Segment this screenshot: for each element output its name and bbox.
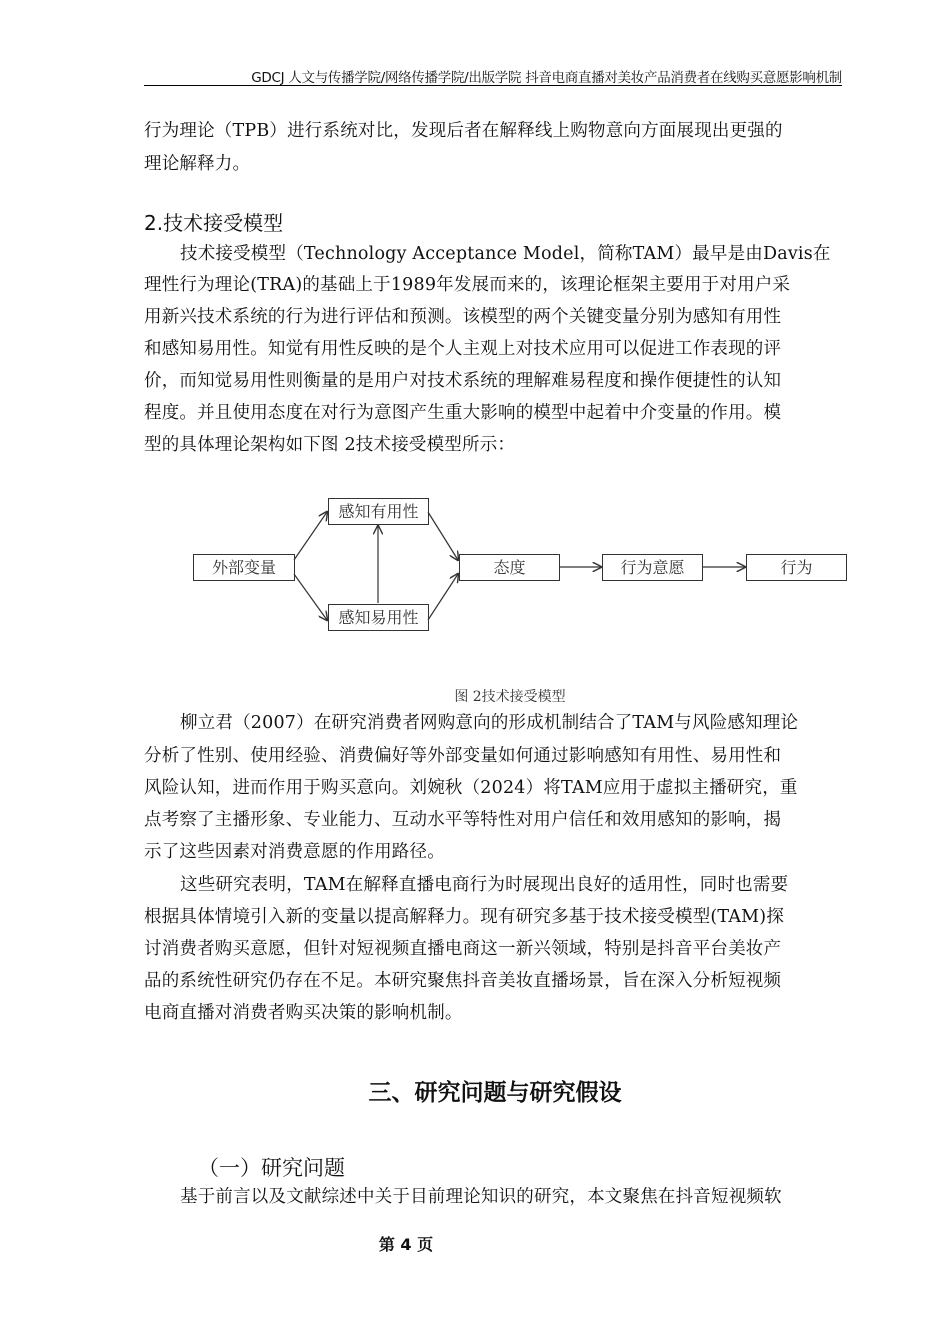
body-line: 根据具体情境引入新的变量以提高解释力。现有研究多基于技术接受模型(TAM)探 [144, 907, 785, 927]
body-line: 基于前言以及文献综述中关于目前理论知识的研究，本文聚焦在抖音短视频软 [180, 1187, 782, 1207]
body-line: 价，而知觉易用性则衡量的是用户对技术系统的理解难易程度和操作便捷性的认知 [144, 371, 782, 391]
body-line: 技术接受模型（Technology Acceptance Model，简称TAM）最早是由Davis在 [180, 244, 831, 264]
figure-caption: 图 2技术接受模型 [454, 689, 566, 705]
running-header: GDCJ 人文与传播学院/网络传播学院/出版学院 抖音电商直播对美妆产品消费者在线购买意愿影响机制 [251, 70, 842, 86]
body-line: 品的系统性研究仍存在不足。本研究聚焦抖音美妆直播场景，旨在深入分析短视频 [144, 971, 782, 991]
arrow-external-to-usefulness [294, 512, 327, 560]
body-line: 型的具体理论架构如下图 2技术接受模型所示： [144, 435, 516, 455]
body-line: 柳立君（2007）在研究消费者网购意向的形成机制结合了TAM与风险感知理论 [180, 713, 799, 733]
body-line: 这些研究表明，TAM在解释直播电商行为时展现出良好的适用性，同时也需要 [180, 875, 789, 895]
body-line: 和感知易用性。知觉有用性反映的是个人主观上对技术应用可以促进工作表现的评 [144, 339, 782, 359]
body-line: 理论解释力。 [144, 154, 251, 174]
chapter-heading: 三、研究问题与研究假设 [368, 1080, 622, 1106]
body-line: 分析了性别、使用经验、消费偏好等外部变量如何通过影响感知有用性、易用性和 [144, 746, 782, 766]
box-perceived-ease-of-use: 感知易用性 [328, 604, 429, 631]
subsection-heading: （一）研究问题 [198, 1156, 345, 1180]
box-perceived-usefulness: 感知有用性 [328, 498, 429, 525]
body-line: 电商直播对消费者购买决策的影响机制。 [144, 1003, 463, 1023]
page-number: 第 4 页 [378, 1235, 434, 1254]
body-line: 示了这些因素对消费意愿的作用路径。 [144, 842, 445, 862]
body-line: 用新兴技术系统的行为进行评估和预测。该模型的两个关键变量分别为感知有用性 [144, 307, 782, 327]
box-behavior: 行为 [746, 554, 847, 581]
body-line: 程度。并且使用态度在对行为意图产生重大影响的模型中起着中介变量的作用。模 [144, 403, 782, 423]
body-line: 行为理论（TPB）进行系统对比，发现后者在解释线上购物意向方面展现出更强的 [144, 121, 783, 141]
box-attitude: 态度 [459, 554, 560, 581]
body-line: 讨消费者购买意愿，但针对短视频直播电商这一新兴领域，特别是抖音平台美妆产 [144, 939, 782, 959]
body-line: 风险认知，进而作用于购买意向。刘婉秋（2024）将TAM应用于虚拟主播研究，重 [144, 778, 798, 798]
arrow-external-to-ease [294, 574, 327, 620]
arrow-ease-to-attitude [428, 574, 458, 620]
box-external-variables: 外部变量 [193, 554, 295, 581]
body-line: 理性行为理论(TRA)的基础上于1989年发展而来的，该理论框架主要用于对用户采 [144, 275, 791, 295]
box-behavioral-intention: 行为意愿 [602, 554, 703, 581]
body-line: 点考察了主播形象、专业能力、互动水平等特性对用户信任和效用感知的影响，揭 [144, 810, 782, 830]
arrow-usefulness-to-attitude [428, 512, 458, 560]
section-heading: 2.技术接受模型 [144, 211, 284, 235]
